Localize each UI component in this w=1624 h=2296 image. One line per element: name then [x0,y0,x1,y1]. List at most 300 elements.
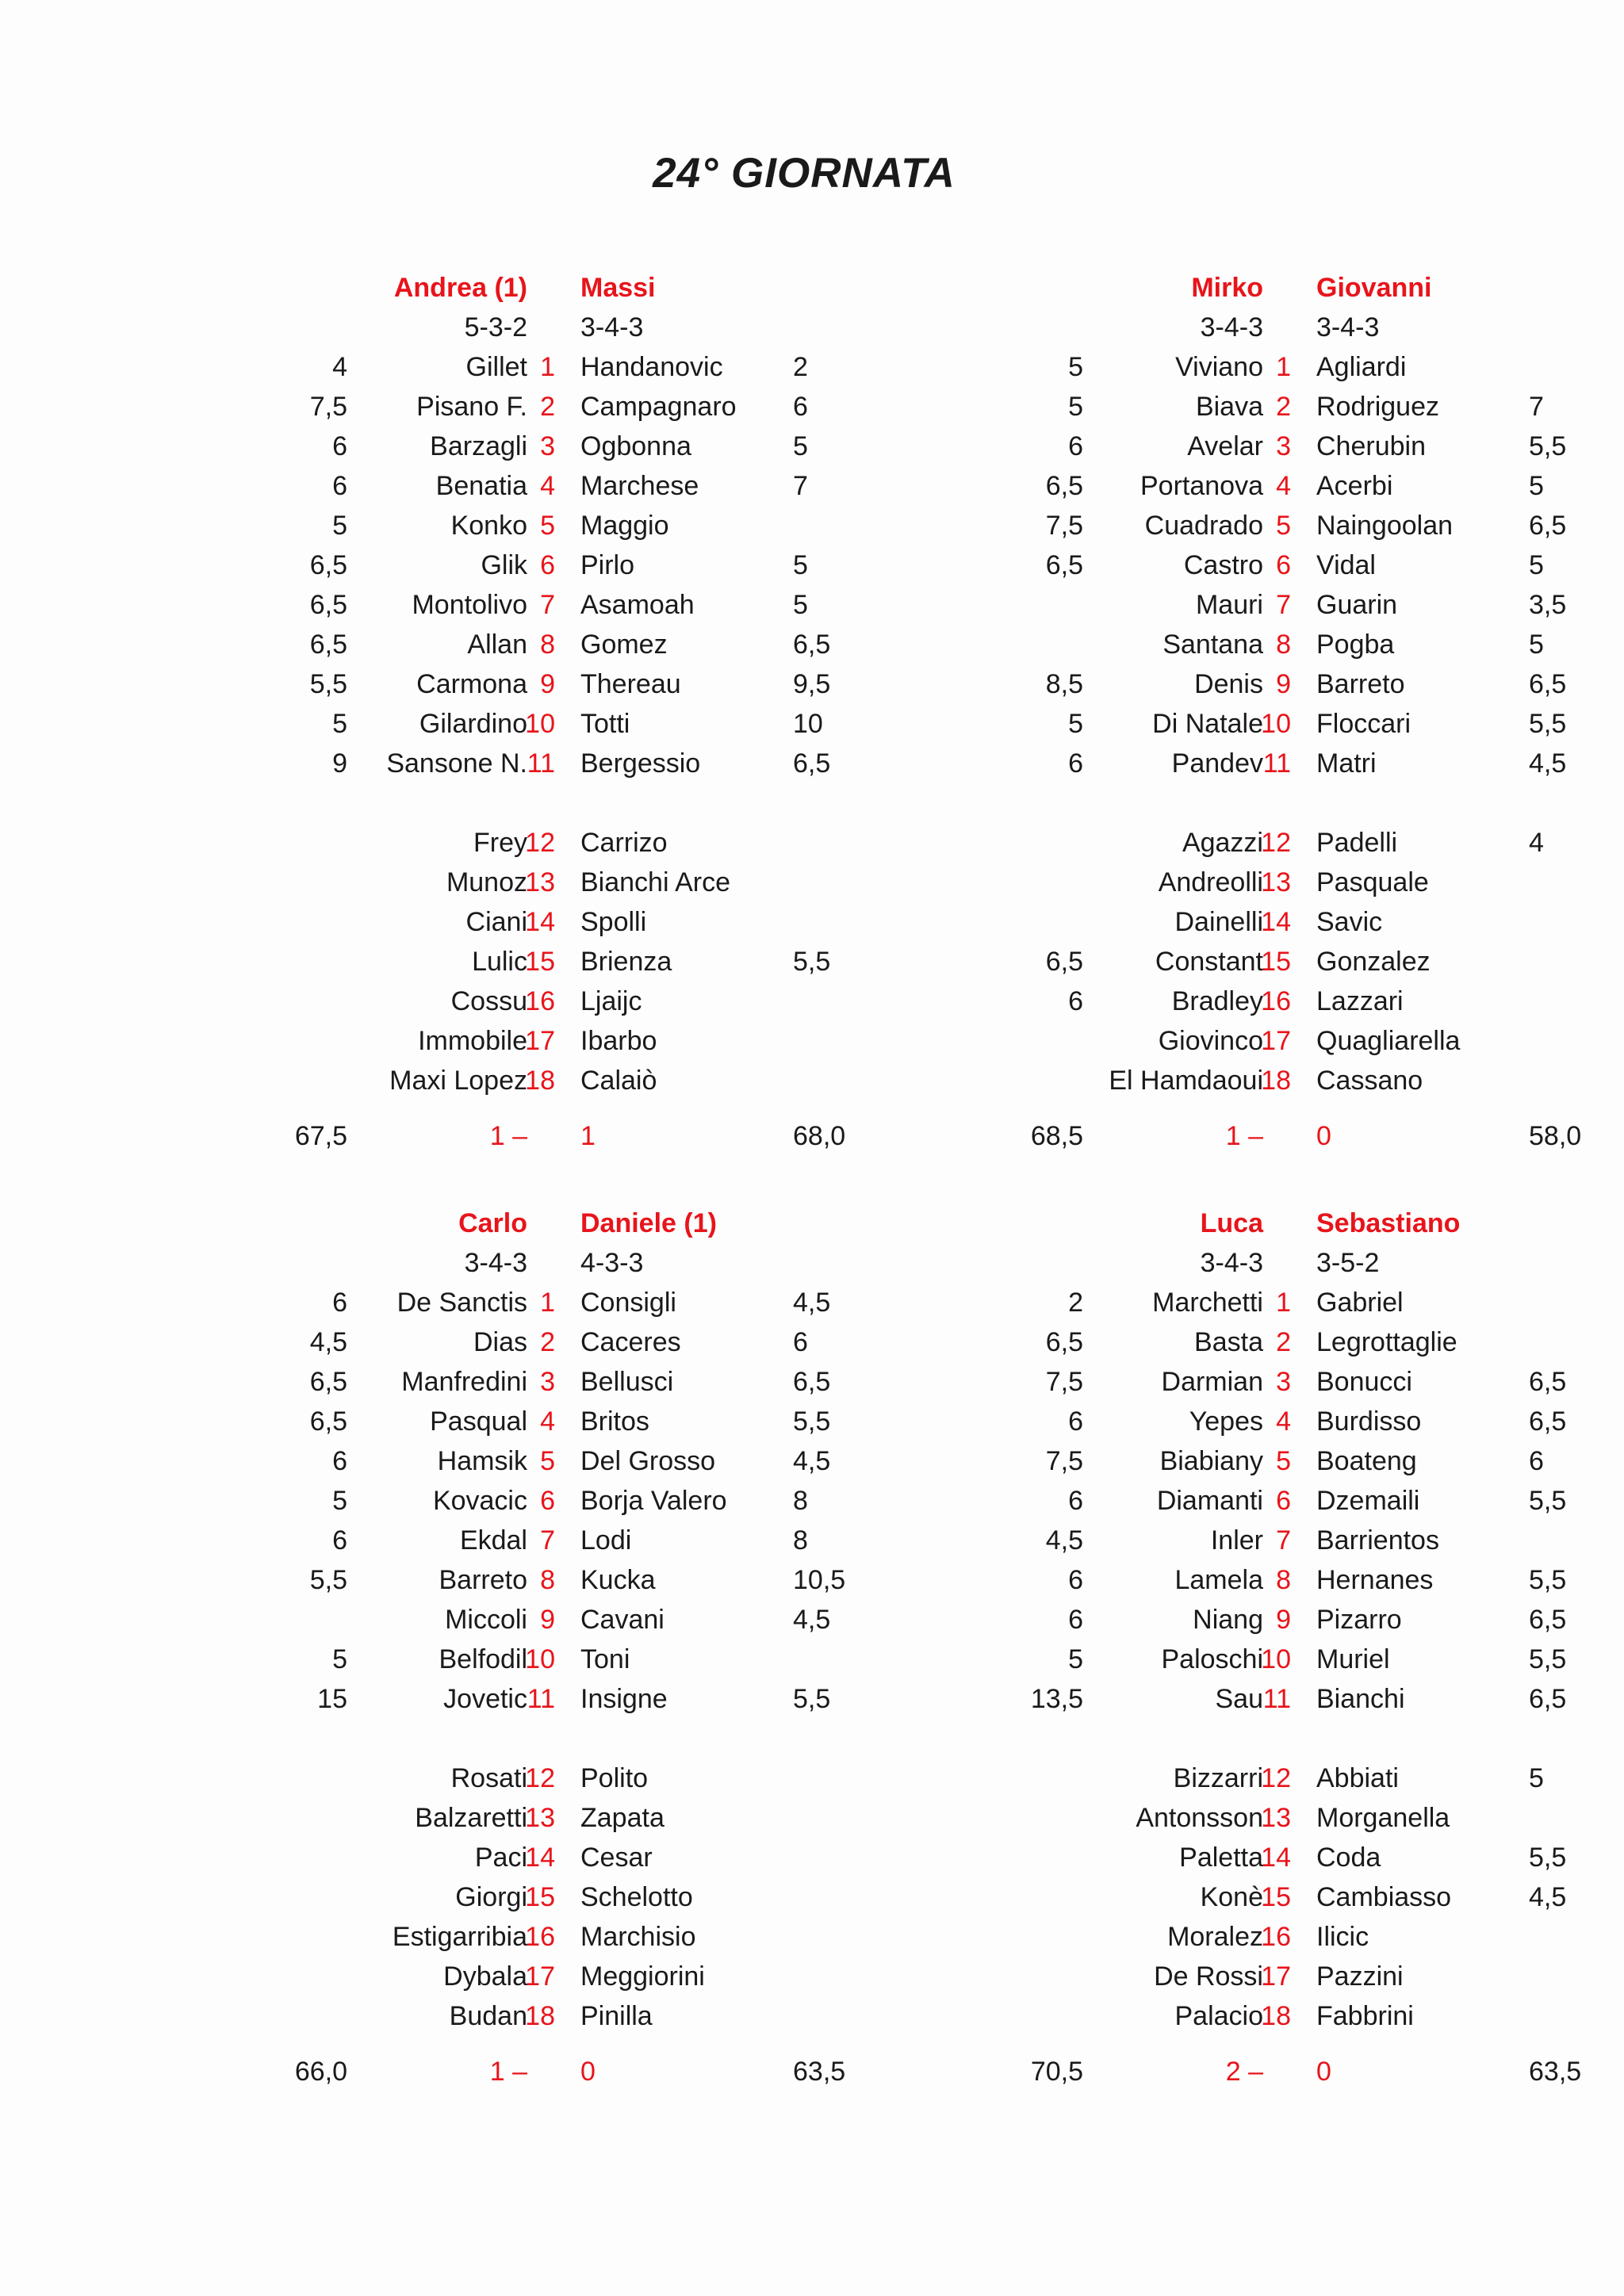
shirt-number: 18 [525,2001,555,2031]
away-player-name: Del Grosso [580,1446,716,1476]
shirt-number: 12 [1261,828,1291,858]
home-player-name: Konko [450,511,527,541]
away-player-name: Ibarbo [580,1026,657,1056]
away-player-name: Gonzalez [1316,947,1431,977]
match-1 [143,268,888,1180]
shirt-number: 11 [1262,1684,1291,1714]
away-player-name: Burdisso [1316,1406,1422,1437]
home-player-vote: 13,5 [1030,1684,1083,1714]
away-player-name: Dzemaili [1316,1486,1420,1516]
home-player-vote: 6 [1068,1486,1083,1516]
home-player-name: Giovinco [1158,1026,1263,1056]
away-player-name: Gomez [580,629,668,660]
home-player-vote: 6 [1068,1565,1083,1595]
away-player-name: Vidal [1316,550,1376,580]
away-formation: 3-5-2 [1316,1248,1380,1278]
away-player-name: Spolli [580,907,647,937]
starter-row [879,1481,1624,1521]
away-player-name: Brienza [580,947,672,977]
home-player-name: El Hamdaoui [1109,1066,1263,1096]
home-player-vote: 6,5 [309,590,347,620]
away-player-vote: 6,5 [793,629,831,660]
home-score: 2 – [1225,2057,1263,2087]
away-player-vote: 5 [1529,1763,1544,1793]
home-player-vote: 6 [1068,431,1083,461]
starter-row [879,704,1624,744]
starter-row [143,1283,888,1322]
shirt-number: 7 [1276,1525,1291,1556]
home-player-name: Inler [1210,1525,1263,1556]
shirt-number: 17 [525,1026,555,1056]
home-player-vote: 6,5 [1045,947,1083,977]
match-2 [879,268,1624,1180]
shirt-number: 2 [540,392,555,422]
shirt-number: 6 [540,550,555,580]
away-player-name: Cavani [580,1605,665,1635]
away-player-name: Hernanes [1316,1565,1434,1595]
away-player-name: Cambiasso [1316,1882,1452,1912]
home-player-vote: 6 [1068,748,1083,779]
shirt-number: 5 [1276,511,1291,541]
away-player-vote: 6,5 [793,1367,831,1397]
shirt-number: 18 [525,1066,555,1096]
away-player-vote: 4,5 [793,1288,831,1318]
teams-row [143,1203,888,1243]
bench-row [143,1061,888,1100]
shirt-number: 3 [540,431,555,461]
home-player-vote: 15 [317,1684,347,1714]
away-player-name: Ljaijc [580,986,642,1016]
away-formation: 4-3-3 [580,1248,644,1278]
starter-row [143,625,888,664]
home-total: 68,5 [1030,1121,1083,1151]
formation-row [879,308,1624,347]
shirt-number: 13 [525,867,555,897]
starter-row [879,545,1624,585]
away-player-name: Gabriel [1316,1288,1404,1318]
bench-row [143,1917,888,1957]
home-player-name: Bradley [1171,986,1263,1016]
starter-row [879,1402,1624,1441]
starter-row [143,664,888,704]
home-player-vote: 9 [332,748,347,779]
home-player-name: Viviano [1175,352,1263,382]
home-player-name: Sansone N. [386,748,527,779]
starter-row [879,347,1624,387]
home-player-name: Glik [481,550,527,580]
home-player-name: Giorgi [455,1882,527,1912]
away-player-name: Lodi [580,1525,632,1556]
match-3 [143,1203,888,2115]
shirt-number: 14 [525,1843,555,1873]
bench-row [879,1021,1624,1061]
result-row [879,2052,1624,2091]
result-row [879,1116,1624,1156]
home-player-vote: 8,5 [1045,669,1083,699]
home-player-name: Portanova [1140,471,1263,501]
away-player-name: Quagliarella [1316,1026,1461,1056]
away-player-vote: 5,5 [793,1406,831,1437]
home-player-vote: 5 [332,511,347,541]
away-player-name: Matri [1316,748,1377,779]
away-player-name: Insigne [580,1684,668,1714]
home-player-vote: 5,5 [309,1565,347,1595]
away-player-vote: 6 [793,392,808,422]
shirt-number: 15 [1261,947,1291,977]
shirt-number: 11 [1262,748,1291,779]
shirt-number: 16 [1261,986,1291,1016]
away-player-vote: 6,5 [1529,1684,1567,1714]
home-player-vote: 6 [332,471,347,501]
away-player-name: Carrizo [580,828,668,858]
shirt-number: 1 [1276,1288,1291,1318]
home-score: 1 – [1225,1121,1263,1151]
starter-row [879,664,1624,704]
away-player-name: Pogba [1316,629,1395,660]
bench-row [879,823,1624,863]
away-player-vote: 5,5 [793,947,831,977]
home-player-vote: 6 [1068,1605,1083,1635]
away-player-vote: 6,5 [1529,1367,1567,1397]
away-player-name: Cesar [580,1843,653,1873]
away-player-vote: 5 [793,431,808,461]
shirt-number: 5 [1276,1446,1291,1476]
starter-row [879,506,1624,545]
bench-row [143,1957,888,1996]
home-player-name: Cossu [450,986,527,1016]
away-player-vote: 10 [793,709,823,739]
starter-row [143,1441,888,1481]
away-player-name: Meggiorini [580,1961,705,1992]
starter-row [143,1402,888,1441]
away-player-name: Calaiò [580,1066,657,1096]
home-player-name: Konè [1200,1882,1263,1912]
bench-row [143,1877,888,1917]
away-player-vote: 5,5 [1529,1644,1567,1674]
home-player-name: Biabiany [1159,1446,1263,1476]
home-player-vote: 4,5 [1045,1525,1083,1556]
shirt-number: 10 [525,1644,555,1674]
starter-row [143,545,888,585]
away-player-name: Pasquale [1316,867,1429,897]
away-player-name: Bianchi Arce [580,867,730,897]
home-player-name: Niang [1193,1605,1263,1635]
home-player-name: Ekdal [459,1525,527,1556]
home-player-name: Constant [1155,947,1263,977]
away-team-name: Daniele (1) [580,1208,717,1238]
away-player-vote: 5,5 [1529,1565,1567,1595]
shirt-number: 7 [540,590,555,620]
home-player-name: Antonsson [1136,1803,1263,1833]
away-player-name: Ilicic [1316,1922,1369,1952]
away-team-name: Massi [580,273,656,303]
home-player-name: Paloschi [1161,1644,1263,1674]
shirt-number: 12 [525,828,555,858]
shirt-number: 8 [540,629,555,660]
away-player-name: Kucka [580,1565,656,1595]
formation-row [143,1243,888,1283]
bench-row [879,902,1624,942]
home-player-vote: 5,5 [309,669,347,699]
away-player-name: Agliardi [1316,352,1407,382]
page-title: 24° GIORNATA [653,150,956,197]
bench-row [879,1957,1624,1996]
shirt-number: 7 [1276,590,1291,620]
shirt-number: 10 [525,709,555,739]
home-player-name: Rosati [450,1763,527,1793]
shirt-number: 5 [540,511,555,541]
shirt-number: 6 [540,1486,555,1516]
shirt-number: 4 [1276,1406,1291,1437]
home-player-name: Dainelli [1174,907,1263,937]
home-player-name: Castro [1183,550,1263,580]
home-player-name: Moralez [1167,1922,1263,1952]
away-player-vote: 5 [1529,629,1544,660]
away-player-vote: 6,5 [793,748,831,779]
starter-row [879,1560,1624,1600]
bench-row [143,1798,888,1838]
away-player-name: Barreto [1316,669,1405,699]
shirt-number: 11 [527,748,555,779]
home-player-name: Benatia [435,471,527,501]
shirt-number: 1 [1276,352,1291,382]
away-player-vote: 6,5 [1529,1406,1567,1437]
home-player-name: De Rossi [1154,1961,1263,1992]
starter-row [879,427,1624,466]
away-player-name: Padelli [1316,828,1398,858]
teams-row [143,268,888,308]
starter-row [879,1283,1624,1322]
shirt-number: 8 [540,1565,555,1595]
home-player-name: Pisano F. [416,392,527,422]
shirt-number: 9 [1276,1605,1291,1635]
away-player-name: Barrientos [1316,1525,1439,1556]
shirt-number: 5 [540,1446,555,1476]
away-player-name: Coda [1316,1843,1381,1873]
home-player-name: Cuadrado [1144,511,1263,541]
home-player-name: Gilardino [419,709,527,739]
away-player-name: Fabbrini [1316,2001,1414,2031]
away-player-name: Bergessio [580,748,701,779]
shirt-number: 6 [1276,1486,1291,1516]
bench-row [143,1838,888,1877]
away-player-name: Totti [580,709,630,739]
away-player-vote: 7 [1529,392,1544,422]
away-team-name: Giovanni [1316,273,1432,303]
home-team-name: Luca [1200,1208,1263,1238]
home-score: 1 – [489,2057,527,2087]
shirt-number: 13 [1261,867,1291,897]
away-player-vote: 5,5 [1529,1486,1567,1516]
away-player-name: Floccari [1316,709,1411,739]
home-formation: 3-4-3 [1200,312,1263,342]
away-player-name: Britos [580,1406,649,1437]
formation-row [143,308,888,347]
home-formation: 5-3-2 [464,312,527,342]
away-score: 1 [580,1121,596,1151]
shirt-number: 4 [540,471,555,501]
away-team-name: Sebastiano [1316,1208,1461,1238]
home-player-name: Maxi Lopez [389,1066,527,1096]
home-player-name: Allan [467,629,527,660]
home-player-name: Frey [473,828,527,858]
shirt-number: 18 [1261,1066,1291,1096]
result-row [143,2052,888,2091]
shirt-number: 3 [1276,431,1291,461]
away-player-vote: 10,5 [793,1565,846,1595]
home-player-name: Jovetic [443,1684,527,1714]
home-player-name: Montolivo [412,590,527,620]
away-total: 63,5 [793,2057,846,2087]
home-total: 70,5 [1030,2057,1083,2087]
starter-row [143,1679,888,1719]
home-player-name: Darmian [1161,1367,1263,1397]
bench-row [879,1758,1624,1798]
shirt-number: 12 [1261,1763,1291,1793]
away-player-vote: 6,5 [1529,1605,1567,1635]
away-player-name: Acerbi [1316,471,1393,501]
away-player-vote: 8 [793,1525,808,1556]
shirt-number: 6 [1276,550,1291,580]
home-player-vote: 6,5 [1045,550,1083,580]
shirt-number: 14 [1261,1843,1291,1873]
away-player-name: Legrottaglie [1316,1327,1457,1357]
home-player-name: Diamanti [1156,1486,1263,1516]
away-player-name: Rodriguez [1316,392,1439,422]
away-player-name: Bonucci [1316,1367,1412,1397]
away-player-name: Campagnaro [580,392,737,422]
match-4 [879,1203,1624,2115]
home-player-name: Immobile [418,1026,527,1056]
home-player-name: Munoz [446,867,527,897]
away-player-vote: 6,5 [1529,511,1567,541]
shirt-number: 4 [540,1406,555,1437]
bench-row [143,982,888,1021]
home-player-vote: 7,5 [1045,1367,1083,1397]
away-player-vote: 2 [793,352,808,382]
home-player-vote: 4,5 [309,1327,347,1357]
home-player-vote: 6 [1068,986,1083,1016]
home-player-name: Gillet [465,352,527,382]
home-player-vote: 6,5 [1045,1327,1083,1357]
teams-row [879,1203,1624,1243]
home-total: 67,5 [294,1121,347,1151]
starter-row [879,625,1624,664]
home-player-name: Lulic [472,947,527,977]
home-player-name: Denis [1194,669,1263,699]
home-player-name: Pandev [1171,748,1263,779]
shirt-number: 15 [525,947,555,977]
home-player-name: Budan [449,2001,527,2031]
away-player-name: Pizarro [1316,1605,1402,1635]
shirt-number: 9 [1276,669,1291,699]
shirt-number: 17 [1261,1026,1291,1056]
away-player-name: Marchese [580,471,699,501]
starter-row [143,347,888,387]
starter-row [143,466,888,506]
home-player-name: Agazzi [1182,828,1263,858]
shirt-number: 16 [525,1922,555,1952]
away-player-name: Toni [580,1644,630,1674]
home-player-vote: 5 [332,1486,347,1516]
away-player-name: Boateng [1316,1446,1417,1476]
home-player-name: Barzagli [430,431,527,461]
home-player-vote: 6 [1068,1406,1083,1437]
home-player-name: Andreolli [1158,867,1263,897]
away-player-name: Pirlo [580,550,635,580]
home-player-vote: 5 [332,709,347,739]
shirt-number: 8 [1276,629,1291,660]
starter-row [143,1362,888,1402]
home-player-name: Paletta [1179,1843,1263,1873]
home-team-name: Mirko [1191,273,1263,303]
shirt-number: 15 [525,1882,555,1912]
away-player-name: Maggio [580,511,669,541]
teams-row [879,268,1624,308]
starter-row [879,1600,1624,1640]
away-player-vote: 4,5 [1529,748,1567,779]
away-player-name: Zapata [580,1803,665,1833]
shirt-number: 2 [1276,1327,1291,1357]
away-player-vote: 5 [1529,550,1544,580]
shirt-number: 17 [1261,1961,1291,1992]
home-player-name: Marchetti [1152,1288,1263,1318]
away-player-vote: 4,5 [793,1446,831,1476]
bench-row [879,942,1624,982]
away-player-name: Schelotto [580,1882,693,1912]
home-player-vote: 4 [332,352,347,382]
away-player-vote: 6 [793,1327,808,1357]
starter-row [879,1362,1624,1402]
home-player-name: Santana [1162,629,1263,660]
shirt-number: 12 [525,1763,555,1793]
away-player-name: Cherubin [1316,431,1426,461]
away-player-name: Caceres [580,1327,681,1357]
home-player-vote: 5 [1068,1644,1083,1674]
home-player-name: Miccoli [445,1605,527,1635]
starter-row [143,744,888,783]
starter-row [143,1521,888,1560]
home-player-name: Pasqual [430,1406,527,1437]
bench-row [879,1838,1624,1877]
away-player-vote: 4,5 [1529,1882,1567,1912]
bench-row [879,982,1624,1021]
starter-row [143,1560,888,1600]
home-player-name: Balzaretti [415,1803,527,1833]
starter-row [879,1441,1624,1481]
away-player-name: Asamoah [580,590,695,620]
starter-row [143,1481,888,1521]
starter-row [143,1600,888,1640]
bench-row [143,942,888,982]
away-player-name: Cassano [1316,1066,1423,1096]
away-player-vote: 7 [793,471,808,501]
home-team-name: Andrea (1) [393,273,527,303]
home-player-name: Dybala [443,1961,527,1992]
home-player-name: Paci [474,1843,527,1873]
bench-row [879,1877,1624,1917]
starter-row [879,1521,1624,1560]
home-player-name: Dias [473,1327,527,1357]
away-formation: 3-4-3 [580,312,644,342]
starter-row [143,585,888,625]
shirt-number: 17 [525,1961,555,1992]
away-player-vote: 4,5 [793,1605,831,1635]
shirt-number: 11 [527,1684,555,1714]
starter-row [143,427,888,466]
home-player-name: Carmona [416,669,527,699]
starter-row [143,1640,888,1679]
